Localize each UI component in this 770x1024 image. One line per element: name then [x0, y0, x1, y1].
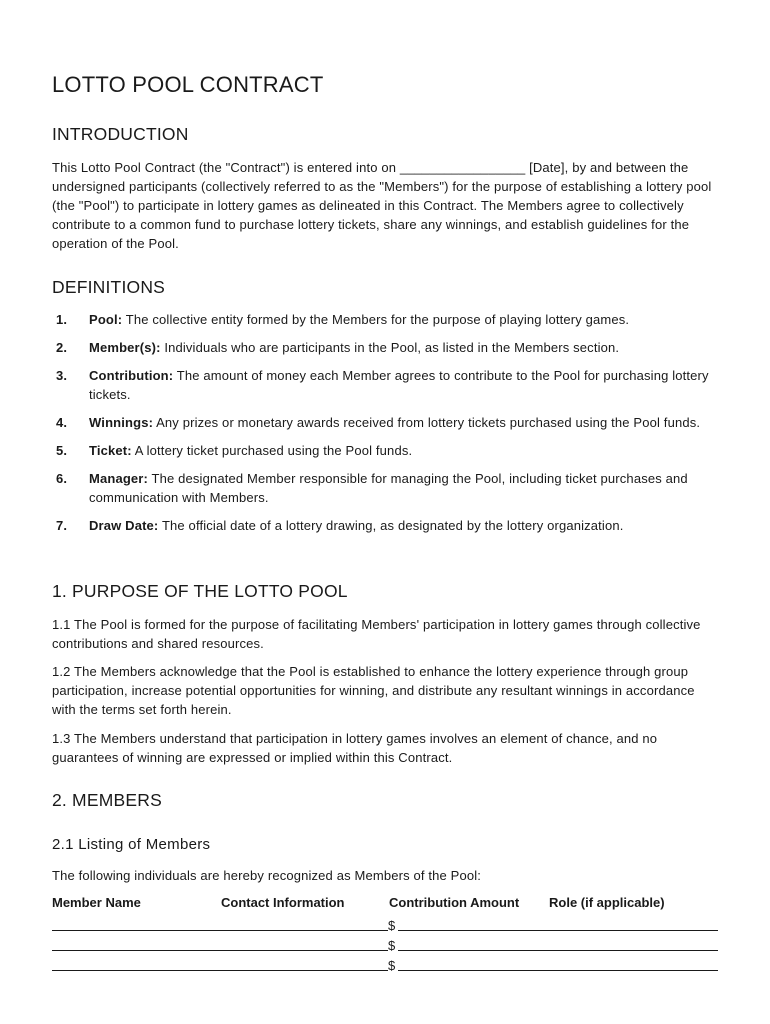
column-member-name: Member Name	[52, 895, 141, 910]
purpose-paragraph-3: 1.3 The Members understand that participation in lottery games involves an element of chance, and no guarantees of winning are expressed or implied within this Contract.	[52, 731, 658, 765]
contribution-role-blank[interactable]	[398, 970, 718, 971]
member-name-contact-blank[interactable]	[52, 950, 388, 951]
purpose-paragraph-2: 1.2 The Members acknowledge that the Pool is established to enhance the lottery experience through group participation, increase potential opportunities for winning, and distribute any resultant winnings in accordance with the terms set forth herein.	[52, 664, 695, 717]
definition-item: 4. Winnings: Any prizes or monetary awards received from lottery tickets purchased using the Pool funds.	[56, 415, 701, 430]
definition-item: 2. Member(s): Individuals who are participants in the Pool, as listed in the Members section.	[56, 340, 620, 355]
contribution-role-blank[interactable]	[398, 950, 718, 951]
definition-item: 6. Manager: The designated Member responsible for managing the Pool, including ticket purchases and communication with Members.	[56, 471, 688, 505]
members-subheading: 2.1 Listing of Members	[52, 836, 211, 853]
definitions-heading: DEFINITIONS	[52, 277, 166, 297]
purpose-heading: 1. PURPOSE OF THE LOTTO POOL	[52, 581, 348, 601]
column-role: Role (if applicable)	[549, 895, 665, 910]
document-title: LOTTO POOL CONTRACT	[52, 72, 324, 97]
member-row	[52, 914, 722, 933]
definitions-list	[52, 310, 722, 544]
dollar-sign: $	[388, 918, 396, 933]
column-contribution-amount: Contribution Amount	[389, 895, 520, 910]
column-contact-information: Contact Information	[221, 895, 345, 910]
definition-item: 5. Ticket: A lottery ticket purchased using the Pool funds.	[56, 443, 413, 458]
definition-item: 3. Contribution: The amount of money each Member agrees to contribute to the Pool for purchasing lottery tickets.	[56, 368, 709, 402]
definition-item: 1. Pool: The collective entity formed by the Members for the purpose of playing lottery games.	[56, 312, 630, 327]
members-intro: The following individuals are hereby recognized as Members of the Pool:	[52, 868, 482, 883]
definition-item: 7. Draw Date: The official date of a lottery drawing, as designated by the lottery organization.	[56, 518, 624, 533]
member-name-contact-blank[interactable]	[52, 930, 388, 931]
contribution-role-blank[interactable]	[398, 930, 718, 931]
dollar-sign: $	[388, 958, 396, 973]
member-row	[52, 934, 722, 953]
introduction-text: This Lotto Pool Contract (the "Contract") is entered into on _________________ [Date], by and between the undersigned participants (collectively referred to as the "Members") for the purpose of establishing a lottery pool (the "Pool") to participate in lottery games as delineated in this Contract. The Members agree to collectively contribute to a common fund to purchase lottery tickets, share any winnings, and establish guidelines for the operation of the Pool.	[52, 160, 712, 251]
purpose-paragraph-1: 1.1 The Pool is formed for the purpose of facilitating Members' participation in lottery games through collective contributions and shared resources.	[52, 617, 701, 651]
members-heading: 2. MEMBERS	[52, 790, 162, 810]
member-name-contact-blank[interactable]	[52, 970, 388, 971]
dollar-sign: $	[388, 938, 396, 953]
member-row	[52, 954, 722, 973]
members-table-header	[52, 895, 722, 914]
introduction-heading: INTRODUCTION	[52, 124, 189, 144]
